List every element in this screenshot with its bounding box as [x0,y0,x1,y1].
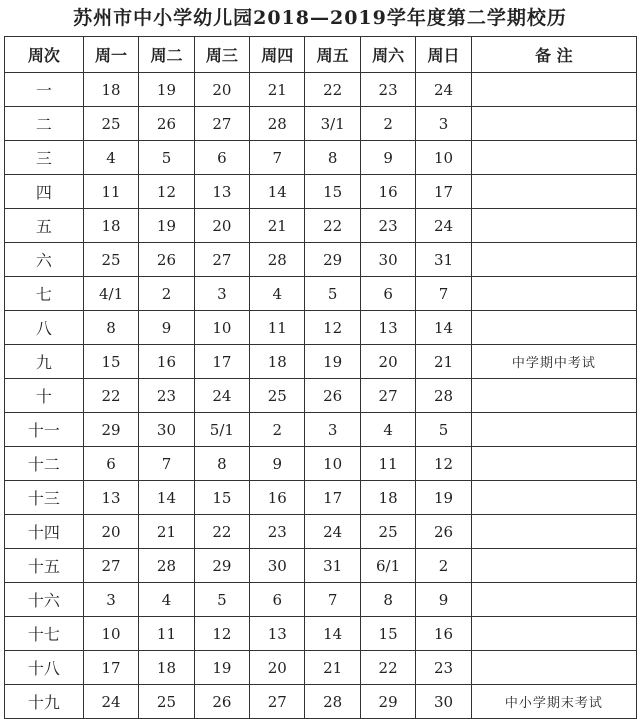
note-cell [471,651,636,685]
date-cell-sunday: 14 [416,311,471,345]
date-cell-monday: 6 [83,447,138,481]
week-number-cell: 十六 [5,583,84,617]
header-row [5,37,637,73]
date-cell-wednesday: 26 [194,685,249,719]
date-cell-sunday: 9 [416,583,471,617]
week-number-cell: 十四 [5,515,84,549]
date-cell-friday: 22 [305,73,360,107]
table-row [5,243,637,277]
date-cell-saturday: 15 [360,617,415,651]
date-cell-wednesday: 10 [194,311,249,345]
week-number-cell: 十一 [5,413,84,447]
week-number-cell: 三 [5,141,84,175]
header-wednesday: 周三 [194,37,249,73]
table-row [5,107,637,141]
date-cell-thursday: 4 [250,277,305,311]
date-cell-tuesday: 14 [139,481,194,515]
date-cell-sunday: 19 [416,481,471,515]
week-number-cell: 十三 [5,481,84,515]
table-row [5,549,637,583]
date-cell-monday: 11 [83,175,138,209]
date-cell-sunday: 30 [416,685,471,719]
date-cell-saturday: 25 [360,515,415,549]
note-cell [471,243,636,277]
week-number-cell: 十五 [5,549,84,583]
date-cell-saturday: 13 [360,311,415,345]
date-cell-saturday: 27 [360,379,415,413]
table-row [5,651,637,685]
date-cell-tuesday: 4 [139,583,194,617]
date-cell-saturday: 6 [360,277,415,311]
date-cell-monday: 29 [83,413,138,447]
note-cell [471,107,636,141]
week-number-cell: 十二 [5,447,84,481]
header-friday: 周五 [305,37,360,73]
date-cell-friday: 10 [305,447,360,481]
date-cell-tuesday: 12 [139,175,194,209]
date-cell-wednesday: 20 [194,73,249,107]
date-cell-monday: 4 [83,141,138,175]
date-cell-tuesday: 7 [139,447,194,481]
table-row [5,617,637,651]
date-cell-sunday: 2 [416,549,471,583]
date-cell-thursday: 7 [250,141,305,175]
date-cell-thursday: 21 [250,209,305,243]
date-cell-monday: 3 [83,583,138,617]
date-cell-sunday: 23 [416,651,471,685]
date-cell-tuesday: 19 [139,73,194,107]
date-cell-wednesday: 6 [194,141,249,175]
date-cell-friday: 19 [305,345,360,379]
table-row [5,311,637,345]
date-cell-sunday: 21 [416,345,471,379]
date-cell-thursday: 21 [250,73,305,107]
date-cell-saturday: 11 [360,447,415,481]
page-title: 苏州市中小学幼儿园2018—2019学年度第二学期校历 [73,7,567,29]
table-row [5,209,637,243]
week-number-cell: 四 [5,175,84,209]
date-cell-wednesday: 3 [194,277,249,311]
date-cell-sunday: 16 [416,617,471,651]
date-cell-wednesday: 27 [194,107,249,141]
date-cell-thursday: 23 [250,515,305,549]
date-cell-saturday: 18 [360,481,415,515]
date-cell-friday: 24 [305,515,360,549]
date-cell-friday: 14 [305,617,360,651]
note-cell [471,617,636,651]
date-cell-thursday: 25 [250,379,305,413]
table-row [5,583,637,617]
date-cell-thursday: 16 [250,481,305,515]
date-cell-friday: 17 [305,481,360,515]
week-number-cell: 十九 [5,685,84,719]
note-cell [471,141,636,175]
date-cell-saturday: 20 [360,345,415,379]
date-cell-saturday: 23 [360,73,415,107]
week-number-cell: 十七 [5,617,84,651]
date-cell-monday: 25 [83,243,138,277]
note-cell [471,175,636,209]
date-cell-monday: 4/1 [83,277,138,311]
week-number-cell: 六 [5,243,84,277]
date-cell-sunday: 24 [416,73,471,107]
header-week: 周次 [5,37,84,73]
date-cell-thursday: 14 [250,175,305,209]
date-cell-saturday: 4 [360,413,415,447]
date-cell-sunday: 10 [416,141,471,175]
date-cell-monday: 10 [83,617,138,651]
date-cell-monday: 20 [83,515,138,549]
date-cell-wednesday: 22 [194,515,249,549]
table-row [5,175,637,209]
date-cell-saturday: 2 [360,107,415,141]
date-cell-wednesday: 29 [194,549,249,583]
date-cell-wednesday: 8 [194,447,249,481]
note-cell [471,311,636,345]
note-cell: 中小学期末考试 [471,685,636,719]
date-cell-thursday: 30 [250,549,305,583]
date-cell-thursday: 11 [250,311,305,345]
date-cell-friday: 22 [305,209,360,243]
date-cell-monday: 8 [83,311,138,345]
week-number-cell: 五 [5,209,84,243]
date-cell-sunday: 17 [416,175,471,209]
date-cell-sunday: 5 [416,413,471,447]
date-cell-monday: 22 [83,379,138,413]
date-cell-sunday: 12 [416,447,471,481]
table-row [5,73,637,107]
week-number-cell: 八 [5,311,84,345]
date-cell-tuesday: 2 [139,277,194,311]
date-cell-saturday: 6/1 [360,549,415,583]
table-row [5,481,637,515]
week-number-cell: 一 [5,73,84,107]
date-cell-tuesday: 19 [139,209,194,243]
date-cell-tuesday: 21 [139,515,194,549]
table-row [5,379,637,413]
date-cell-monday: 18 [83,73,138,107]
table-row [5,447,637,481]
note-cell [471,413,636,447]
date-cell-thursday: 27 [250,685,305,719]
date-cell-tuesday: 26 [139,243,194,277]
date-cell-tuesday: 5 [139,141,194,175]
note-cell [471,277,636,311]
week-number-cell: 九 [5,345,84,379]
date-cell-thursday: 28 [250,107,305,141]
date-cell-friday: 3/1 [305,107,360,141]
date-cell-saturday: 16 [360,175,415,209]
date-cell-friday: 8 [305,141,360,175]
table-row [5,141,637,175]
date-cell-friday: 5 [305,277,360,311]
week-number-cell: 十 [5,379,84,413]
date-cell-tuesday: 30 [139,413,194,447]
date-cell-friday: 26 [305,379,360,413]
date-cell-thursday: 18 [250,345,305,379]
date-cell-wednesday: 12 [194,617,249,651]
date-cell-wednesday: 19 [194,651,249,685]
date-cell-saturday: 29 [360,685,415,719]
date-cell-monday: 17 [83,651,138,685]
date-cell-tuesday: 26 [139,107,194,141]
header-tuesday: 周二 [139,37,194,73]
date-cell-thursday: 13 [250,617,305,651]
table-row [5,685,637,719]
date-cell-thursday: 2 [250,413,305,447]
date-cell-sunday: 24 [416,209,471,243]
week-number-cell: 十八 [5,651,84,685]
date-cell-saturday: 30 [360,243,415,277]
date-cell-wednesday: 24 [194,379,249,413]
date-cell-monday: 24 [83,685,138,719]
date-cell-monday: 15 [83,345,138,379]
school-calendar-table [4,36,637,719]
date-cell-tuesday: 11 [139,617,194,651]
table-row [5,345,637,379]
date-cell-saturday: 8 [360,583,415,617]
note-cell [471,73,636,107]
note-cell [471,515,636,549]
date-cell-friday: 12 [305,311,360,345]
date-cell-friday: 7 [305,583,360,617]
date-cell-friday: 28 [305,685,360,719]
date-cell-wednesday: 17 [194,345,249,379]
date-cell-wednesday: 27 [194,243,249,277]
date-cell-tuesday: 25 [139,685,194,719]
table-row [5,277,637,311]
note-cell [471,481,636,515]
table-row [5,413,637,447]
date-cell-monday: 13 [83,481,138,515]
date-cell-friday: 31 [305,549,360,583]
note-cell [471,583,636,617]
date-cell-tuesday: 9 [139,311,194,345]
date-cell-friday: 29 [305,243,360,277]
date-cell-monday: 25 [83,107,138,141]
date-cell-thursday: 28 [250,243,305,277]
calendar-body [5,73,637,719]
date-cell-wednesday: 13 [194,175,249,209]
date-cell-thursday: 6 [250,583,305,617]
week-number-cell: 七 [5,277,84,311]
date-cell-wednesday: 5/1 [194,413,249,447]
date-cell-saturday: 23 [360,209,415,243]
date-cell-sunday: 3 [416,107,471,141]
date-cell-monday: 18 [83,209,138,243]
date-cell-thursday: 9 [250,447,305,481]
date-cell-tuesday: 16 [139,345,194,379]
date-cell-sunday: 26 [416,515,471,549]
note-cell [471,379,636,413]
date-cell-saturday: 22 [360,651,415,685]
week-number-cell: 二 [5,107,84,141]
date-cell-saturday: 9 [360,141,415,175]
date-cell-sunday: 28 [416,379,471,413]
date-cell-friday: 15 [305,175,360,209]
header-monday: 周一 [83,37,138,73]
header-sunday: 周日 [416,37,471,73]
date-cell-friday: 21 [305,651,360,685]
table-row [5,515,637,549]
date-cell-wednesday: 15 [194,481,249,515]
note-cell [471,447,636,481]
note-cell: 中学期中考试 [471,345,636,379]
date-cell-tuesday: 28 [139,549,194,583]
header-saturday: 周六 [360,37,415,73]
date-cell-thursday: 20 [250,651,305,685]
note-cell [471,209,636,243]
header-notes: 备 注 [471,37,636,73]
date-cell-sunday: 31 [416,243,471,277]
date-cell-tuesday: 23 [139,379,194,413]
date-cell-friday: 3 [305,413,360,447]
date-cell-wednesday: 20 [194,209,249,243]
date-cell-sunday: 7 [416,277,471,311]
date-cell-tuesday: 18 [139,651,194,685]
date-cell-monday: 27 [83,549,138,583]
note-cell [471,549,636,583]
header-thursday: 周四 [250,37,305,73]
date-cell-wednesday: 5 [194,583,249,617]
